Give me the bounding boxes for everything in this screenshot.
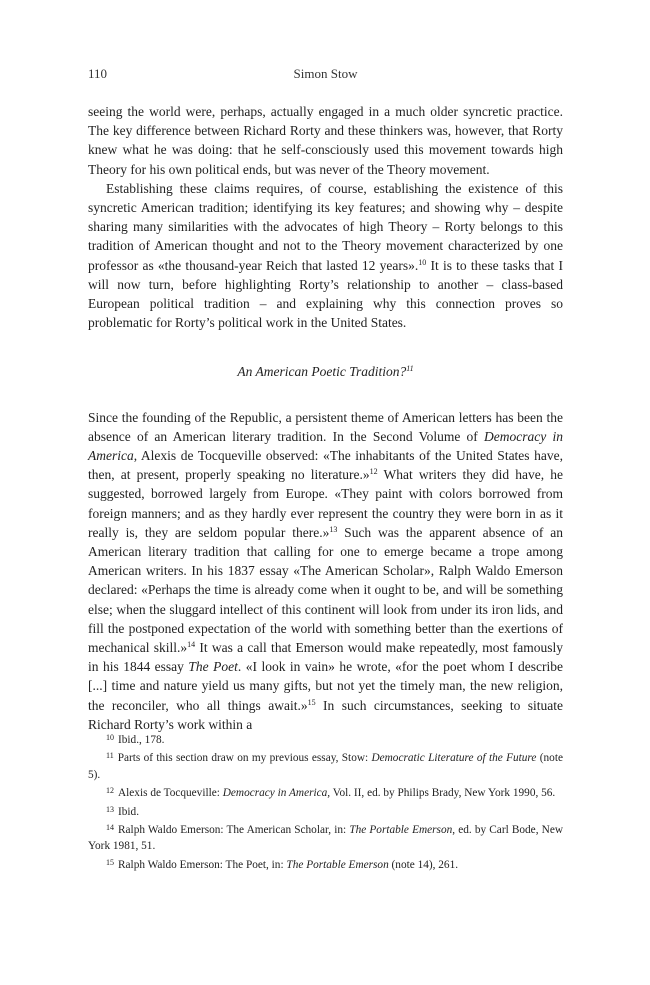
paragraph: Establishing these claims requires, of course, establishing the existence of this syncretic American tradition; identifying its key features; and showing why – despite sharing many similarities with the advocates of high Theory – Rorty belongs to this tradition of American thought and not to the Theory movement characterized by one professor as «the thousand-year Reich that lasted 12 years».$^{10}$ It is to these tasks that I will now turn, before highlighting Rorty’s relationship to another – class-based European political tradition – and explaining why this connection proves so problematic for Rorty’s political work in the United States. bbox=[88, 180, 564, 331]
running-title: Simon Stow bbox=[293, 66, 358, 81]
footnote: $^{12}$ Alexis de Tocqueville: Democracy in America, Vol. II, ed. by Philips Brady, New York 1990, 56. bbox=[106, 786, 556, 800]
footnote-ref[interactable]: 10 bbox=[418, 257, 427, 267]
footnote-ref[interactable]: 12 bbox=[369, 467, 378, 477]
footnote: $^{11}$ Parts of this section draw on my previous essay, Stow: Democratic Literature of the Future (note 5). bbox=[88, 751, 563, 781]
footnote-ref[interactable]: 13 bbox=[329, 524, 338, 534]
footnote-ref[interactable]: 11 bbox=[406, 364, 414, 374]
footnote: $^{14}$ Ralph Waldo Emerson: The American Scholar, in: The Portable Emerson, ed. by Carl Bode, New York 1981, 51. bbox=[88, 823, 563, 853]
book-title: Democracy in America bbox=[88, 428, 563, 464]
section-heading: An American Poetic Tradition?$^{11}$ bbox=[237, 364, 414, 380]
footnote-ref[interactable]: 15 bbox=[307, 697, 316, 707]
footnote: $^{15}$ Ralph Waldo Emerson: The Poet, in: The Portable Emerson (note 14), 261. bbox=[106, 857, 459, 871]
footnote: $^{10}$ Ibid., 178. bbox=[106, 733, 165, 746]
footnote: $^{13}$ Ibid. bbox=[106, 804, 140, 818]
paragraph: seeing the world were, perhaps, actually engaged in a much older syncretic practice. The key difference between Richard Rorty and these thinkers was, however, that Rorty knew what he was doing: that he self-consciously used this movement towards high Theory for his own political ends, but was never of the Theory movement. bbox=[88, 104, 563, 177]
page-number: 110 bbox=[88, 66, 108, 81]
footnote-ref[interactable]: 14 bbox=[187, 640, 196, 650]
footnotes bbox=[88, 730, 563, 873]
body-text bbox=[88, 102, 563, 734]
book-title: The Poet bbox=[188, 659, 238, 675]
paragraph: Since the founding of the Republic, a persistent theme of American letters has been the absence of an American literary tradition. In the Second Volume of Democracy in America, Alexis de Tocqueville observed: «The inhabitants of the United States have, then, at present, properly speaking no literature.»$^{12}$ What writers they did have, he suggested, borrowed largely from Europe. «They paint with colors borrowed from foreign manners; and as they hardly ever represent the country they were born in as it really is, they are seldom popular there.»$^{13}$ Such was the apparent absence of an American literary tradition that calling for one to emerge became a trope among American writers. In his 1837 essay «The American Scholar», Ralph Waldo Emerson declared: «Perhaps the time is already come when it ought to be, and will be something else; when the sluggard intellect of this continent will look from under its iron lids, and fill the postponed expectation of the world with something better than the exertions of mechanical skill.»$^{14}$ It was a call that Emerson would make repeatedly, most famously in his 1844 essay The Poet. «I look in vain» he wrote, «for the poet whom I describe [...] time and nature yield us many gifts, but not yet the timely man, the new religion, the reconciler, who all things await.»$^{15}$ In such circumstances, seeking to situate Richard Rorty’s work within a bbox=[88, 409, 563, 732]
